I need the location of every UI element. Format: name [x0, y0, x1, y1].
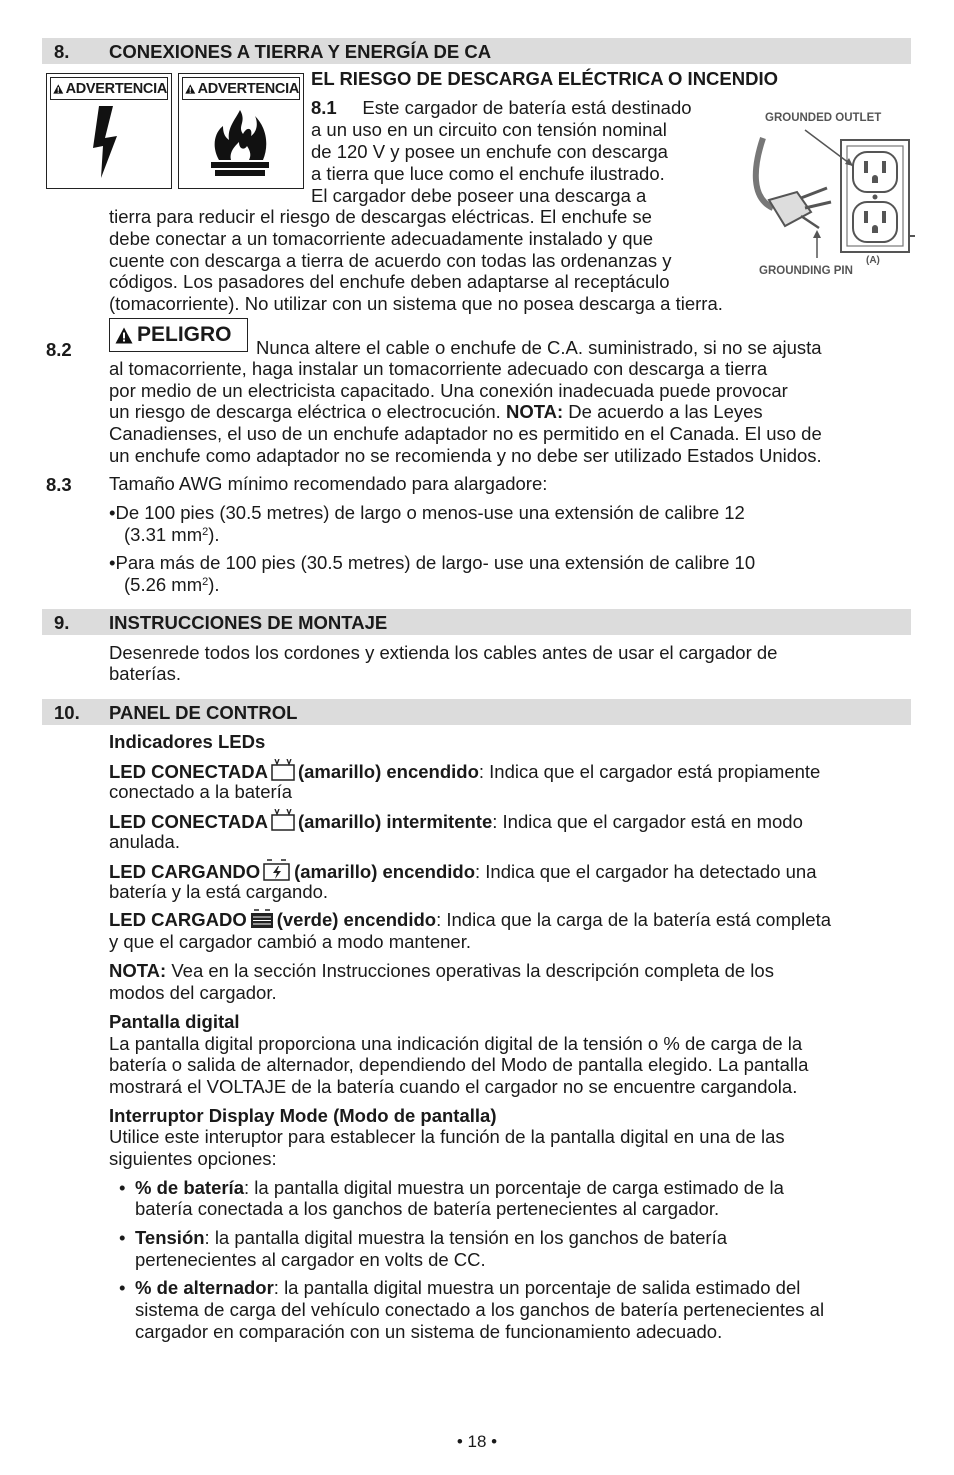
warning-triangle-icon: [185, 81, 196, 97]
led-name: LED CONECTADA: [109, 811, 268, 832]
note-label: NOTA:: [505, 401, 564, 422]
paragraph-8-1-line: a un uso en un circuito con tensión nominal: [311, 119, 667, 140]
text: : Indica que el cargador ha detectado una: [475, 861, 817, 882]
paragraph-8-1-line: debe conectar a un tomacorriente adecuadamente instalado y que: [109, 228, 654, 249]
led-charging-on: [109, 859, 817, 883]
bullet-line: [124, 524, 220, 546]
led-name: LED CARGADO: [109, 909, 247, 930]
paragraph-8-2-line: Nunca altere el cable o enchufe de C.A. suministrado, si no se ajusta: [256, 337, 822, 358]
option-alternator-percent: [135, 1277, 800, 1299]
text: : la pantalla digital muestra un porcentaje de salida estimado del: [273, 1277, 801, 1298]
led-charged-on: [109, 909, 831, 931]
warning-box-fire: [178, 73, 304, 189]
led-connected-on: [109, 759, 820, 783]
paragraph-8-1-line: a tierra que luce como el enchufe ilustrado.: [311, 163, 665, 184]
led-state: (amarillo) intermitente: [297, 811, 493, 832]
note-label: NOTA:: [109, 960, 167, 981]
paragraph-number: 8.3: [46, 474, 72, 495]
display-mode-line: Utilice este interuptor para establecer la función de la pantalla digital en una de las: [109, 1126, 785, 1147]
led-connected-blinking: [109, 809, 803, 833]
digital-display-heading: Pantalla digital: [109, 1011, 240, 1032]
warning-header: [182, 77, 300, 100]
electric-shock-icon: [85, 104, 131, 180]
bullet-dot: •: [119, 1227, 126, 1248]
paragraph-number: 8.1: [311, 97, 337, 118]
note-line: [109, 960, 774, 982]
danger-label-box: [109, 318, 248, 352]
warning-label: ADVERTENCIA: [197, 80, 299, 97]
warning-triangle-icon: [53, 81, 64, 97]
led-state: (amarillo) encendido: [294, 861, 476, 882]
section-8-header: [42, 38, 911, 64]
text: (5.26 mm: [124, 574, 203, 595]
grounding-pin-label: GROUNDING PIN: [759, 265, 853, 277]
text: : la pantalla digital muestra un porcentaje de carga estimado de la: [244, 1177, 784, 1198]
paragraph-number: 8.2: [46, 339, 72, 360]
paragraph-8-1-line: cuente con descarga a tierra de acuerdo con todas las ordenanzas y: [109, 250, 672, 271]
display-mode-line: siguientes opciones:: [109, 1148, 277, 1169]
warning-box-shock: [46, 73, 172, 189]
text: (3.31 mm: [124, 524, 203, 545]
text: : Indica que el cargador está propiamente: [478, 761, 821, 782]
section-number: 9.: [54, 612, 70, 633]
display-mode-heading: Interruptor Display Mode (Modo de pantalla): [109, 1105, 497, 1126]
warning-triangle-icon: [115, 327, 133, 344]
led-name: LED CONECTADA: [109, 761, 268, 782]
paragraph-8-1-line: de 120 V y posee un enchufe con descarga: [311, 141, 668, 162]
page-number: • 18 •: [456, 1432, 498, 1451]
text: un riesgo de descarga eléctrica o electrocución.: [109, 401, 501, 422]
battery-full-icon: [250, 909, 274, 929]
leds-heading: Indicadores LEDs: [109, 731, 266, 752]
section-10-header: [42, 699, 911, 725]
warning-label: ADVERTENCIA: [65, 80, 167, 97]
led-description-line: y que el cargador cambió a modo mantener.: [109, 931, 471, 952]
bullet-line: •De 100 pies (30.5 metres) de largo o menos-use una extensión de calibre 12: [109, 502, 745, 523]
section-9-header: [42, 609, 911, 635]
warning-header: [50, 77, 168, 100]
section-number: 10.: [54, 702, 80, 723]
text: Este cargador de batería está destinado: [362, 97, 692, 118]
superscript: 2: [202, 576, 209, 588]
bullet-line: [124, 574, 220, 596]
battery-charging-icon: [263, 859, 291, 881]
digital-display-line: batería o salida de alternador, dependiendo del Modo de pantalla elegido. La pantalla: [109, 1054, 809, 1075]
text: ).: [208, 574, 220, 595]
option-battery-percent: [135, 1177, 784, 1199]
digital-display-line: mostrará el VOLTAJE de la batería cuando el cargador no se encuentre cargandola.: [109, 1076, 798, 1097]
paragraph-8-1-line: [311, 97, 692, 119]
option-voltage: [135, 1227, 727, 1249]
section-title: INSTRUCCIONES DE MONTAJE: [109, 612, 388, 633]
led-state: (amarillo) encendido: [297, 761, 479, 782]
option-name: Tensión: [135, 1227, 205, 1248]
text: De acuerdo a las Leyes: [568, 401, 763, 422]
paragraph-8-2-line: al tomacorriente, haga instalar un tomacorriente adecuado con descarga a tierra: [109, 358, 768, 379]
option-line: batería conectada a los ganchos de batería pertenecientes al cargador.: [135, 1198, 720, 1219]
text: ).: [208, 524, 220, 545]
section-title: PANEL DE CONTROL: [109, 702, 298, 723]
section-title: CONEXIONES A TIERRA Y ENERGÍA DE CA: [109, 41, 492, 62]
option-line: pertenecientes al cargador en volts de CC.: [135, 1249, 486, 1270]
bullet-dot: •: [119, 1277, 126, 1298]
figure-tag: (A): [866, 255, 880, 266]
paragraph-8-2-line: por medio de un electricista capacitado. Una conexión inadecuada puede provocar: [109, 380, 788, 401]
led-description-line: batería y la está cargando.: [109, 881, 329, 902]
section-9-line: baterías.: [109, 663, 181, 684]
danger-label: PELIGRO: [137, 323, 232, 346]
paragraph-8-2-line: [109, 401, 763, 423]
outlet-label: GROUNDED OUTLET: [765, 112, 882, 124]
bullet-line: •Para más de 100 pies (30.5 metres) de largo- use una extensión de calibre 10: [109, 552, 756, 573]
led-description-line: conectado a la batería: [109, 781, 293, 802]
text: Vea en la sección Instrucciones operativas la descripción completa de los: [171, 960, 774, 981]
text: : Indica que la carga de la batería está completa: [436, 909, 831, 930]
text: : la pantalla digital muestra la tensión en los ganchos de batería: [204, 1227, 727, 1248]
paragraph-8-1-line: (tomacorriente). No utilizar con un sistema que no posea descarga a tierra.: [109, 293, 723, 314]
battery-clamps-icon: [271, 759, 295, 781]
paragraph-8-1-line: tierra para reducir el riesgo de descargas eléctricas. El enchufe se: [109, 206, 652, 227]
note-line: modos del cargador.: [109, 982, 277, 1003]
led-state: (verde) encendido: [276, 909, 437, 930]
fire-icon: [207, 106, 273, 180]
grounded-outlet-figure: [745, 108, 915, 283]
bullet-dot: •: [119, 1177, 126, 1198]
led-name: LED CARGANDO: [109, 861, 261, 882]
risk-heading: EL RIESGO DE DESCARGA ELÉCTRICA O INCENDIO: [311, 68, 778, 89]
option-name: % de alternador: [135, 1277, 274, 1298]
paragraph-8-3-text: Tamaño AWG mínimo recomendado para alargadore:: [109, 473, 548, 494]
outlet-plug-illustration: [745, 108, 915, 283]
section-9-line: Desenrede todos los cordones y extienda los cables antes de usar el cargador de: [109, 642, 778, 663]
option-name: % de batería: [135, 1177, 244, 1198]
option-line: cargador en comparación con un sistema de funcionamiento adecuado.: [135, 1321, 723, 1342]
superscript: 2: [202, 526, 209, 538]
option-line: sistema de carga del vehículo conectado a los ganchos de batería pertenecientes al: [135, 1299, 825, 1320]
paragraph-8-2-line: Canadienses, el uso de un enchufe adaptador no es permitido en el Canada. El uso de: [109, 423, 822, 444]
section-number: 8.: [54, 41, 70, 62]
paragraph-8-1-line: El cargador debe poseer una descarga a: [311, 185, 647, 206]
paragraph-8-1-line: códigos. Los pasadores del enchufe deben adaptarse al receptáculo: [109, 271, 670, 292]
digital-display-line: La pantalla digital proporciona una indicación digital de la tensión o % de carga de la: [109, 1033, 803, 1054]
paragraph-8-2-line: un enchufe como adaptador no se recomienda y no debe ser utilizado Estados Unidos.: [109, 445, 822, 466]
battery-clamps-icon: [271, 809, 295, 831]
led-description-line: anulada.: [109, 831, 180, 852]
text: : Indica que el cargador está en modo: [492, 811, 803, 832]
